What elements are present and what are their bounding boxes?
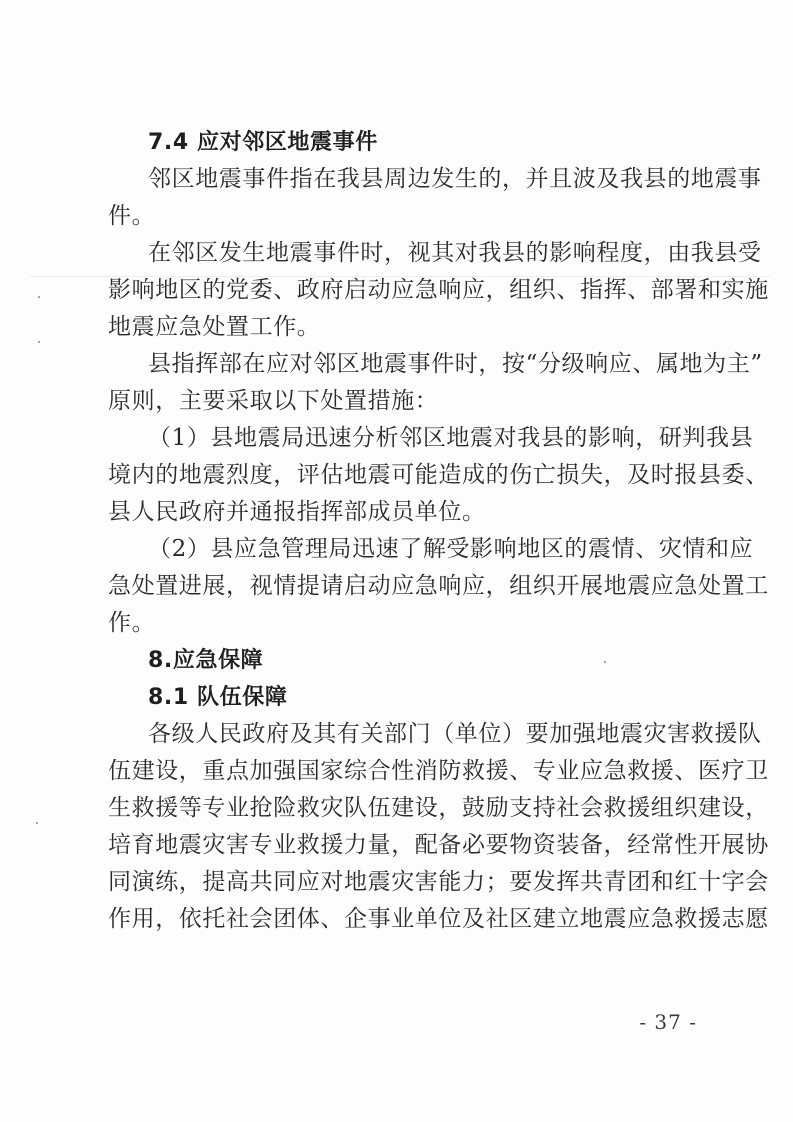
paragraph-line: 作用，依托社会团体、企事业单位及社区建立地震应急救援志愿 xyxy=(108,906,769,932)
paragraph-line: 县指挥部在应对邻区地震事件时，按“分级响应、属地为主” xyxy=(148,351,763,377)
scan-dot xyxy=(38,296,40,298)
paragraph-line: 地震应急处置工作。 xyxy=(108,314,321,340)
page-number: - 37 - xyxy=(639,1010,697,1034)
paragraph-line: 在邻区发生地震事件时，视其对我县的影响程度，由我县受 xyxy=(148,240,762,266)
paragraph-line: 生救援等专业抢险救灾队伍建设，鼓励支持社会救援组织建设， xyxy=(108,795,769,821)
section-heading-7-4: 7.4 应对邻区地震事件 xyxy=(148,130,378,155)
paragraph-line: 邻区地震事件指在我县周边发生的，并且波及我县的地震事 xyxy=(148,166,762,192)
paragraph-line: 境内的地震烈度，评估地震可能造成的伤亡损失，及时报县委、 xyxy=(108,462,769,488)
paragraph-line: 急处置进展，视情提请启动应急响应，组织开展地震应急处置工 xyxy=(108,573,769,599)
paragraph-line: 作。 xyxy=(108,610,156,636)
paragraph-line: （2）县应急管理局迅速了解受影响地区的震情、灾情和应 xyxy=(148,536,754,562)
paragraph-line: 伍建设，重点加强国家综合性消防救援、专业应急救援、医疗卫 xyxy=(108,758,769,784)
paragraph-line: 培育地震灾害专业救援力量，配备必要物资装备，经常性开展协 xyxy=(108,832,769,858)
paragraph-line: 影响地区的党委、政府启动应急响应，组织、指挥、部署和实施 xyxy=(108,277,769,303)
paragraph-line: 各级人民政府及其有关部门（单位）要加强地震灾害救援队 xyxy=(148,721,762,747)
paragraph-line: （1）县地震局迅速分析邻区地震对我县的影响，研判我县 xyxy=(148,425,754,451)
section-heading-8: 8.应急保障 xyxy=(148,648,264,673)
scan-dot xyxy=(36,822,38,824)
paragraph-line: 同演练，提高共同应对地震灾害能力；要发挥共青团和红十字会 xyxy=(108,869,769,895)
paragraph-line: 件。 xyxy=(108,203,156,229)
document-body xyxy=(108,124,769,938)
scan-dot xyxy=(38,341,40,343)
paragraph-line: 县人民政府并通报指挥部成员单位。 xyxy=(108,499,486,525)
paragraph-line: 原则，主要采取以下处置措施： xyxy=(108,388,439,414)
section-heading-8-1: 8.1 队伍保障 xyxy=(148,685,288,710)
